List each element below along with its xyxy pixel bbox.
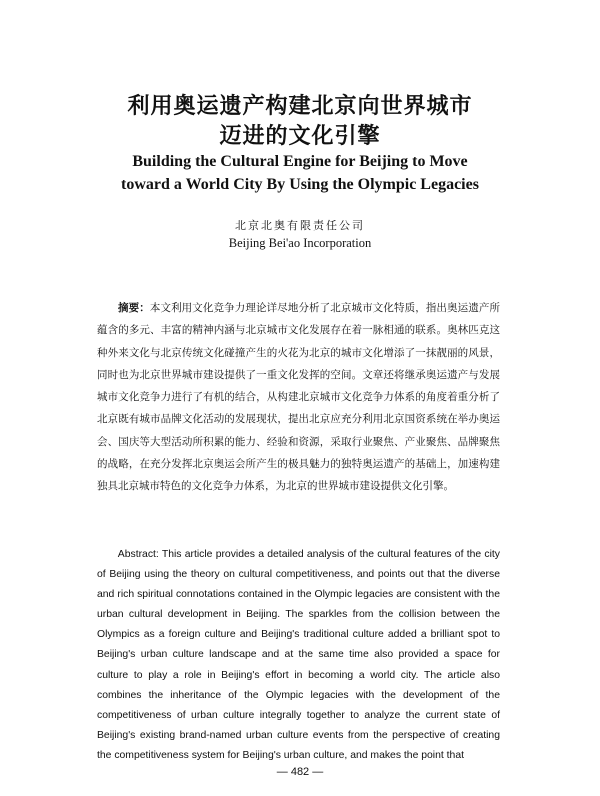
abstract-zh bbox=[97, 297, 500, 498]
title-en-line-1: Building the Cultural Engine for Beijing to Move bbox=[132, 153, 468, 170]
title-en-line-2: toward a World City By Using the Olympic Legacies bbox=[121, 176, 479, 193]
abstract-zh-label: 摘要： bbox=[118, 302, 150, 314]
author-zh: 北京北奥有限责任公司 bbox=[235, 219, 365, 232]
abstract-en-body: This article provides a detailed analysis of the cultural features of the city of Beijing using the theory on cultural competitiveness, and points out that the diverse and rich spiritual connotations contained in the Olympic legacies are consistent with the urban cultural development in Beijing. The sparkles from the collision between the Olympics as a foreign culture and Beijing's traditional culture added a brilliant spot to Beijing's urban culture landscape and at the same time also provided a space for culture to play a role in Beijing's effort in becoming a world city. The article also combines the inheritance of the Olympic legacies with the development of the competitiveness of urban culture integrally together to analyze the current state of Beijing's existing brand-named urban culture events from the perspective of creating the competitiveness system for Beijing's urban culture, and makes the point that bbox=[97, 549, 500, 761]
abstract-en bbox=[97, 545, 500, 766]
abstract-en-label: Abstract: bbox=[117, 549, 159, 560]
author-en: Beijing Bei'ao Incorporation bbox=[228, 236, 372, 250]
title-zh-line-2: 迈进的文化引擎 bbox=[219, 123, 381, 149]
page-number: — 482 — bbox=[276, 766, 324, 778]
title-zh-line-1: 利用奥运遗产构建北京向世界城市 bbox=[127, 93, 473, 119]
abstract-zh-body: 本文利用文化竞争力理论详尽地分析了北京城市文化特质，指出奥运遗产所蕴含的多元、丰富的精神内涵与北京城市文化发展存在着一脉相通的联系。奥林匹克这种外来文化与北京传统文化碰撞产生的火花为北京的城市文化增添了一抹靓丽的风景，同时也为北京世界城市建设提供了一重文化发挥的空间。文章还将继承奥运遗产与发展城市文化竞争力进行了有机的结合，从构建北京城市文化竞争力体系的角度着重分析了北京既有城市品牌文化活动的发展现状，提出北京应充分利用北京国资系统在举办奥运会、国庆等大型活动所积累的能力、经验和资源，采取行业聚焦、产业聚焦、品牌聚焦的战略，在充分发挥北京奥运会所产生的极具魅力的独特奥运遗产的基础上，加速构建独具北京城市特色的文化竞争力体系，为北京的世界城市建设提供文化引擎。 bbox=[97, 302, 500, 493]
